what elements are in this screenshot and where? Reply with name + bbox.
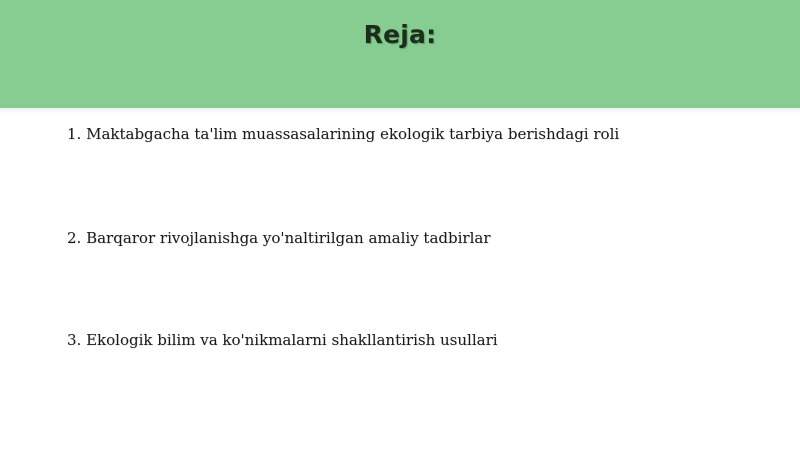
header-band: [0, 0, 800, 108]
plan-item-3: 3. Ekologik bilim va ko'nikmalarni shakllantirish usullari: [67, 331, 498, 349]
slide-title: Reja:: [363, 20, 437, 49]
plan-item-1: 1. Maktabgacha ta'lim muassasalarining ekologik tarbiya berishdagi roli: [67, 125, 620, 143]
plan-item-2: 2. Barqaror rivojlanishga yo'naltirilgan amaliy tadbirlar: [67, 229, 491, 247]
